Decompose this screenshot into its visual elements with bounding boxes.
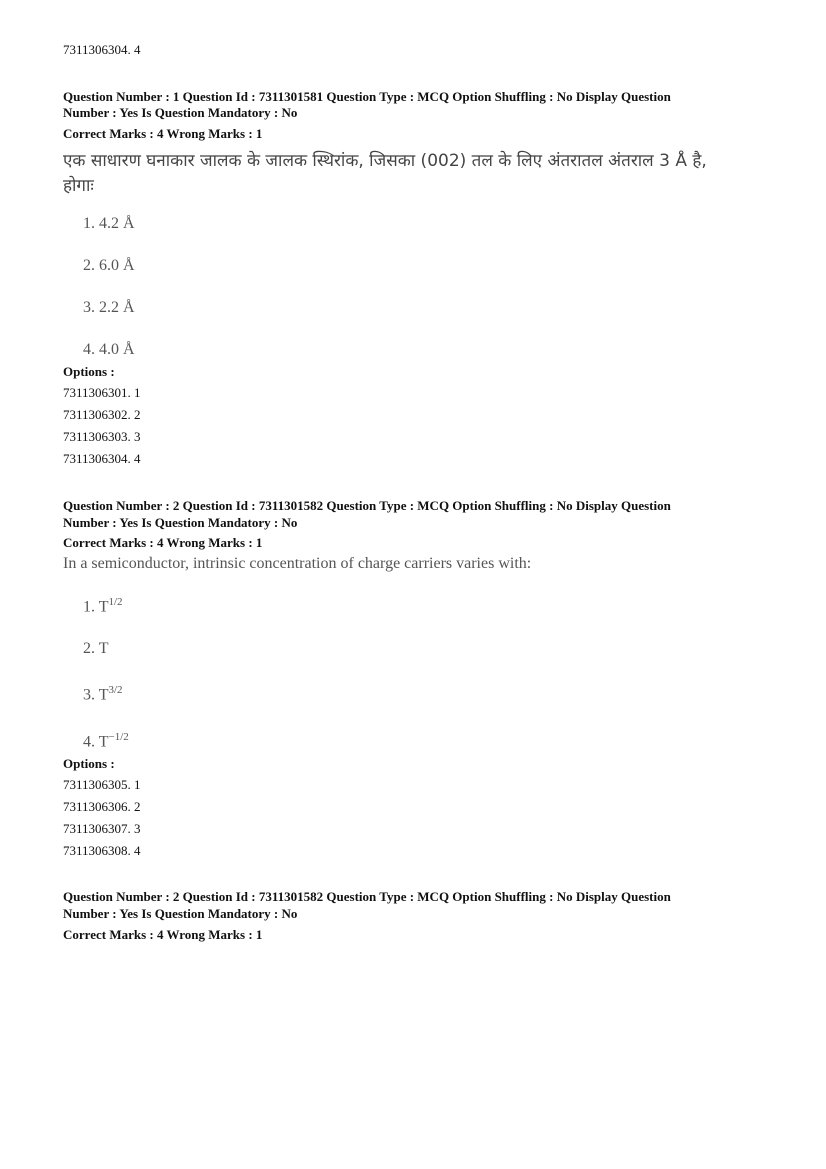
question-3-marks: Correct Marks : 4 Wrong Marks : 1 bbox=[63, 927, 263, 942]
question-1-options-label: Options : bbox=[63, 364, 115, 379]
question-2-choice-4: 4. $T^{-1/2}$ bbox=[83, 731, 129, 751]
question-1-choice-3: 3. 2.2 Å bbox=[83, 299, 135, 316]
question-3-meta-line1: Question Number : 2 Question Id : 7311301582 Question Type : MCQ Option Shuffling : No Display Question bbox=[63, 889, 671, 904]
question-1-text-line2: होगाः bbox=[63, 176, 94, 196]
question-2-option-id-4: 7311306308. 4 bbox=[63, 843, 141, 858]
question-1-text-line1: एक साधारण घनाकार जालक के जालक स्थिरांक, जिसका (002) तल के लिए अंतरातल अंतराल 3 Å है, bbox=[63, 151, 707, 171]
question-2-choice-3: 3. $T^{3/2}$ bbox=[83, 684, 123, 704]
question-2-meta-line2: Number : Yes Is Question Mandatory : No bbox=[63, 515, 298, 530]
question-2-text: In a semiconductor, intrinsic concentration of charge carriers varies with: bbox=[63, 555, 532, 572]
question-2-option-id-2: 7311306306. 2 bbox=[63, 799, 141, 814]
question-1-meta-line1: Question Number : 1 Question Id : 7311301581 Question Type : MCQ Option Shuffling : No Display Question bbox=[63, 89, 671, 104]
question-1-option-id-4: 7311306304. 4 bbox=[63, 451, 141, 466]
question-1-meta-line2: Number : Yes Is Question Mandatory : No bbox=[63, 105, 298, 120]
question-1-choice-4: 4. 4.0 Å bbox=[83, 341, 135, 358]
question-2-marks: Correct Marks : 4 Wrong Marks : 1 bbox=[63, 535, 263, 550]
question-2-option-id-1: 7311306305. 1 bbox=[63, 777, 141, 792]
question-2-choice-2: 2. T bbox=[83, 640, 109, 657]
question-2-options-label: Options : bbox=[63, 756, 115, 771]
question-2-meta-line1: Question Number : 2 Question Id : 7311301582 Question Type : MCQ Option Shuffling : No Display Question bbox=[63, 498, 671, 513]
question-2-choice-1: 1. $T^{1/2}$ bbox=[83, 596, 123, 616]
question-1-option-id-1: 7311306301. 1 bbox=[63, 385, 141, 400]
question-1-choice-2: 2. 6.0 Å bbox=[83, 257, 135, 274]
question-1-choice-1: 1. 4.2 Å bbox=[83, 215, 135, 232]
header-option-id: 7311306304. 4 bbox=[63, 42, 141, 57]
question-1-option-id-3: 7311306303. 3 bbox=[63, 429, 141, 444]
question-1-marks: Correct Marks : 4 Wrong Marks : 1 bbox=[63, 126, 263, 141]
question-2-option-id-3: 7311306307. 3 bbox=[63, 821, 141, 836]
question-1-option-id-2: 7311306302. 2 bbox=[63, 407, 141, 422]
question-3-meta-line2: Number : Yes Is Question Mandatory : No bbox=[63, 906, 298, 921]
